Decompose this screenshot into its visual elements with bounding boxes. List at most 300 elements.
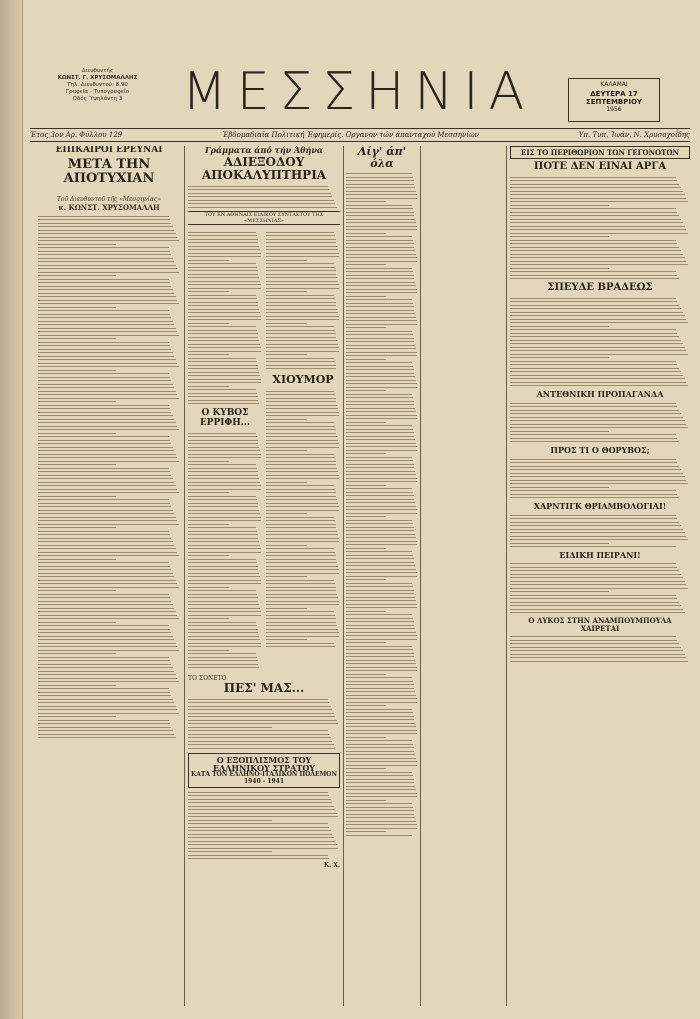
text-line (188, 823, 328, 824)
text-line (346, 572, 417, 573)
text-line (346, 257, 417, 258)
text-line (510, 201, 688, 202)
text-line (188, 450, 260, 451)
text-line (188, 351, 261, 352)
text-line (510, 654, 685, 655)
text-line (346, 565, 415, 566)
text-line (510, 657, 686, 658)
text-line (266, 419, 307, 420)
text-line (346, 660, 415, 661)
text-line (346, 418, 417, 419)
text-line (510, 570, 679, 571)
text-line (188, 503, 258, 504)
text-line (510, 424, 686, 425)
text-line (266, 394, 335, 395)
text-line (346, 425, 412, 426)
text-line (510, 518, 677, 519)
text-line (188, 447, 259, 448)
text-line (346, 457, 412, 458)
text-line (510, 640, 677, 641)
text-line (266, 639, 307, 640)
text-line (346, 264, 386, 265)
text-line (38, 380, 171, 381)
text-line (188, 851, 272, 852)
text-line (346, 191, 416, 192)
text-line (38, 597, 170, 598)
text-line (266, 433, 336, 434)
text-line (38, 461, 179, 462)
text-line (266, 235, 335, 236)
text-line (510, 476, 685, 477)
text-line (266, 618, 336, 619)
text-line (510, 605, 681, 606)
text-line (266, 632, 339, 633)
text-line (346, 751, 414, 752)
text-line (188, 844, 337, 845)
text-line (38, 506, 171, 507)
text-line (346, 835, 412, 836)
text-line (266, 305, 336, 306)
col4-heading-2: ΣΠΕΥΔΕ ΒΡΑΔΕΩΣ (547, 282, 653, 294)
text-line (346, 341, 414, 342)
text-line (266, 319, 339, 320)
col2-sonnet-body (188, 699, 340, 749)
text-line (188, 305, 258, 306)
text-line (346, 555, 413, 556)
text-line (346, 649, 413, 650)
text-line (188, 277, 259, 278)
text-line (266, 405, 337, 406)
text-line (38, 559, 116, 560)
text-line (266, 468, 337, 469)
text-line (266, 368, 336, 369)
text-line (188, 302, 258, 303)
text-line (346, 551, 412, 552)
text-line (188, 270, 258, 271)
text-line (510, 340, 681, 341)
text-line (346, 422, 386, 423)
text-line (188, 548, 261, 549)
text-line (346, 807, 413, 808)
text-line (38, 678, 177, 679)
text-line (188, 400, 258, 401)
text-line (188, 340, 259, 341)
text-line (38, 531, 169, 532)
text-line (510, 240, 676, 241)
text-line (188, 792, 328, 793)
text-line (38, 517, 176, 518)
text-line (38, 629, 170, 630)
text-line (266, 531, 337, 532)
text-line (38, 688, 169, 689)
text-line (346, 810, 414, 811)
text-line (346, 712, 413, 713)
text-line (38, 436, 169, 437)
col1-kicker: ΕΠΙΚΑΙΡΟΙ ΕΡΕΥΝΑΙ (55, 146, 163, 155)
text-line (188, 604, 259, 605)
text-line (188, 403, 259, 404)
text-line (38, 468, 169, 469)
text-line (188, 253, 261, 254)
text-line (266, 284, 339, 285)
text-line (188, 436, 257, 437)
text-line (188, 361, 257, 362)
text-line (38, 538, 171, 539)
text-line (346, 250, 415, 251)
text-line (346, 485, 386, 486)
text-line (510, 403, 676, 404)
text-line (266, 524, 336, 525)
text-line (188, 510, 259, 511)
text-line (188, 855, 328, 856)
text-line (346, 464, 414, 465)
text-line (346, 600, 416, 601)
text-line (38, 573, 173, 574)
text-line (188, 263, 256, 264)
text-line (346, 681, 413, 682)
text-line (346, 747, 414, 748)
text-line (346, 691, 415, 692)
text-line (266, 426, 335, 427)
text-line (266, 580, 334, 581)
text-line (510, 350, 686, 351)
text-line (38, 331, 177, 332)
col2-bottom-subhead: ΚΑΤΑ ΤΟΝ ΕΛΛΗΝΟ-ΙΤΑΛΙΚΟΝ ΠΟΛΕΜΟΝ 1940 - 1941 (191, 771, 337, 785)
text-line (510, 205, 609, 206)
text-line (266, 347, 339, 348)
column-1 (38, 146, 180, 1006)
text-line (266, 625, 337, 626)
text-line (188, 193, 331, 194)
text-line (266, 412, 339, 413)
text-line (38, 244, 116, 245)
text-line (510, 480, 686, 481)
text-line (346, 509, 417, 510)
text-line (188, 375, 260, 376)
text-line (346, 744, 413, 745)
text-line (510, 522, 679, 523)
text-line (188, 326, 256, 327)
text-line (510, 226, 685, 227)
text-line (346, 670, 417, 671)
text-line (346, 653, 414, 654)
text-line (188, 520, 261, 521)
text-line (38, 412, 171, 413)
text-line (510, 427, 688, 428)
text-line (346, 327, 386, 328)
text-line (38, 510, 173, 511)
text-line (266, 443, 339, 444)
text-line (510, 187, 681, 188)
col4-body-1 (510, 177, 690, 280)
text-line (510, 577, 683, 578)
text-line (188, 827, 329, 828)
text-line (266, 344, 338, 345)
text-line (346, 800, 386, 801)
text-line (510, 536, 686, 537)
text-line (346, 705, 386, 706)
text-line (510, 483, 688, 484)
text-line (38, 478, 173, 479)
text-line (188, 858, 329, 859)
text-line (188, 316, 261, 317)
publisher-label: Διευθυντής (81, 68, 114, 74)
text-line (266, 450, 307, 451)
text-line (38, 345, 170, 346)
text-line (188, 667, 259, 668)
text-line (188, 615, 261, 616)
text-line (346, 222, 416, 223)
text-line (38, 457, 177, 458)
text-line (346, 215, 414, 216)
text-line (38, 447, 173, 448)
text-line (510, 567, 677, 568)
printer-credit: Υπ. Τυπ. Ίωάν. Ν. Χρυσοχοΐδης (578, 131, 690, 139)
text-line (510, 539, 688, 540)
text-line (510, 301, 677, 302)
publisher-box (40, 68, 155, 128)
column-rule (184, 146, 185, 1006)
text-line (188, 608, 260, 609)
text-line (38, 594, 169, 595)
text-line (188, 354, 229, 355)
text-line (188, 207, 337, 208)
col2-right (266, 228, 340, 671)
text-line (346, 478, 417, 479)
text-line (510, 543, 609, 544)
text-line (188, 440, 258, 441)
text-line (188, 795, 329, 796)
text-line (38, 611, 176, 612)
text-line (38, 496, 116, 497)
text-line (510, 417, 683, 418)
text-line (510, 487, 609, 488)
text-line (266, 541, 339, 542)
text-line (38, 279, 169, 280)
text-line (266, 354, 307, 355)
text-line (266, 485, 334, 486)
text-line (188, 580, 261, 581)
text-line (346, 226, 417, 227)
text-line (38, 373, 169, 374)
text-line (346, 709, 412, 710)
text-line (38, 321, 173, 322)
text-line (346, 317, 416, 318)
text-line (346, 628, 415, 629)
text-line (346, 544, 417, 545)
text-line (346, 726, 416, 727)
text-line (38, 443, 171, 444)
col3-body (346, 173, 418, 836)
city-label: ΚΑΛΑΜΑΙ (600, 81, 628, 88)
text-line (188, 699, 328, 700)
text-line (346, 611, 386, 612)
text-line (188, 545, 260, 546)
col2-intro (188, 186, 340, 208)
text-line (510, 361, 676, 362)
masthead (30, 60, 690, 130)
text-line (38, 293, 174, 294)
text-line (266, 492, 336, 493)
text-line (346, 502, 415, 503)
text-line (346, 268, 412, 269)
text-line (510, 275, 677, 276)
text-line (346, 292, 417, 293)
text-line (38, 499, 169, 500)
text-line (266, 295, 334, 296)
text-line (346, 569, 416, 570)
col1-author: κ. ΚΩΝΣΤ. ΧΡΥΣΟΜΑΛΛΗ (58, 202, 160, 212)
text-line (188, 365, 258, 366)
text-line (510, 410, 679, 411)
text-line (510, 229, 686, 230)
col1-byline: Τοῦ Διευθυντοῦ τῆς «Μεσσηνίας» (56, 195, 162, 203)
text-line (346, 656, 414, 657)
text-line (188, 358, 256, 359)
text-line (346, 184, 414, 185)
text-line (346, 236, 412, 237)
text-line (188, 482, 260, 483)
text-line (346, 289, 417, 290)
text-line (188, 347, 261, 348)
text-line (266, 436, 337, 437)
text-line (38, 398, 179, 399)
text-line (38, 233, 176, 234)
text-line (510, 257, 685, 258)
text-line (38, 566, 170, 567)
text-line (38, 415, 173, 416)
text-line (346, 303, 413, 304)
text-line (188, 802, 332, 803)
text-line (346, 796, 417, 797)
text-line (38, 587, 179, 588)
text-line (188, 499, 257, 500)
text-line (188, 389, 256, 390)
text-line (510, 584, 686, 585)
text-line (188, 730, 328, 731)
text-line (38, 720, 169, 721)
text-line (38, 440, 170, 441)
date-box (568, 78, 660, 122)
text-line (266, 629, 338, 630)
text-line (266, 604, 339, 605)
text-line (346, 642, 386, 643)
text-line (346, 481, 417, 482)
text-line (38, 377, 170, 378)
text-line (266, 611, 334, 612)
issue-number: Έτος 3ον Αρ. Φύλλου 129 (30, 131, 123, 139)
text-line (266, 274, 336, 275)
text-line (38, 545, 174, 546)
text-line (266, 615, 335, 616)
text-line (346, 282, 415, 283)
text-line (38, 349, 171, 350)
col2-subhead-kybos: Ο ΚΥΒΟΣ ΕΡΡΙΦΗ... (199, 408, 251, 428)
text-line (188, 848, 338, 849)
text-line (188, 291, 229, 292)
text-line (38, 580, 176, 581)
text-line (266, 482, 307, 483)
text-line (38, 569, 171, 570)
text-line (346, 684, 414, 685)
text-line (188, 590, 256, 591)
text-line (38, 450, 174, 451)
text-line (266, 510, 339, 511)
text-line (510, 420, 685, 421)
text-line (38, 429, 179, 430)
text-line (188, 552, 261, 553)
text-line (38, 737, 176, 738)
text-line (188, 566, 258, 567)
text-line (346, 275, 414, 276)
text-line (266, 288, 339, 289)
text-line (266, 513, 307, 514)
text-line (510, 643, 679, 644)
text-line (38, 464, 116, 465)
text-line (510, 233, 688, 234)
text-line (188, 622, 256, 623)
text-line (346, 688, 414, 689)
text-line (266, 478, 339, 479)
text-line (38, 254, 171, 255)
text-line (38, 363, 177, 364)
col4-body-7 (510, 636, 690, 662)
text-line (38, 471, 170, 472)
text-line (266, 520, 335, 521)
text-line (266, 569, 339, 570)
text-line (510, 413, 681, 414)
text-line (266, 309, 337, 310)
col4-heading-4: ΠΡΟΣ ΤΙ Ο ΘΟΡΥΒΟΣ; (550, 445, 650, 456)
text-line (346, 345, 415, 346)
col2-headline: ΑΔΙΕΞΟΔΟΥ ΑΠΟΚΑΛΥΠΤΗΡΙΑ (201, 155, 327, 182)
column-rule (420, 146, 421, 1006)
text-line (346, 233, 386, 234)
text-line (346, 229, 417, 230)
col2-right-body2 (266, 391, 340, 648)
text-line (510, 375, 683, 376)
text-line (510, 315, 685, 316)
text-line (188, 713, 334, 714)
text-line (346, 212, 414, 213)
text-line (38, 275, 116, 276)
text-line (266, 246, 337, 247)
text-line (188, 309, 259, 310)
text-line (346, 446, 417, 447)
text-line (38, 237, 177, 238)
text-line (38, 615, 177, 616)
text-line (38, 541, 173, 542)
text-line (38, 608, 174, 609)
text-line (38, 723, 170, 724)
text-line (346, 828, 417, 829)
text-line (188, 506, 258, 507)
text-line (38, 548, 176, 549)
text-line (188, 471, 258, 472)
text-line (188, 816, 338, 817)
text-line (188, 559, 256, 560)
text-line (510, 312, 683, 313)
text-line (188, 239, 258, 240)
text-line (38, 734, 174, 735)
text-line (188, 573, 259, 574)
text-line (38, 268, 177, 269)
text-line (510, 264, 688, 265)
text-line (38, 272, 179, 273)
text-line (510, 636, 676, 637)
text-line (510, 191, 683, 192)
text-line (188, 337, 258, 338)
